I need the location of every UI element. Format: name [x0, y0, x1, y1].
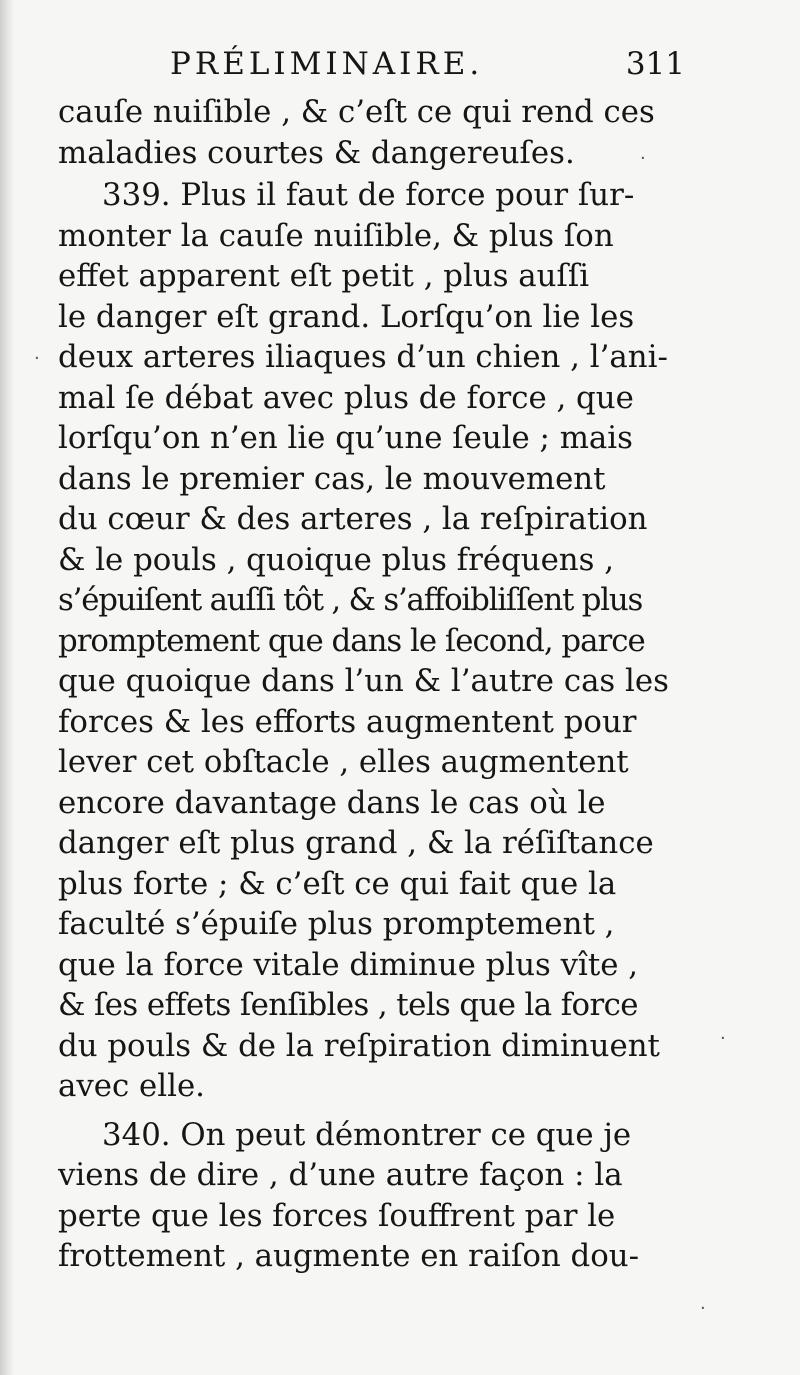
text-line: monter la cauſe nuiſible, & plus ſon: [58, 217, 614, 254]
text-line: cauſe nuiſible , & c’eſt ce qui rend ces: [58, 94, 655, 130]
page-number: 311: [625, 46, 685, 82]
text-line: du cœur & des arteres , la reſpiration: [58, 501, 648, 537]
text-line: du pouls & de la reſpiration diminuent: [58, 1027, 660, 1064]
text-line: faculté s’épuiſe plus promptement ,: [58, 906, 615, 942]
text-line: perte que les forces ſouffrent par le: [58, 1197, 616, 1234]
text-line: maladies courtes & dangereuſes.: [58, 134, 575, 171]
text-line: frottement , augmente en raiſon dou-: [58, 1238, 640, 1274]
text-line: effet apparent eſt petit , plus auſſi: [58, 258, 590, 294]
paper-speck: ·: [640, 148, 646, 169]
page-header: [170, 44, 685, 90]
text-line: que quoique dans l’un & l’autre cas les: [58, 663, 669, 699]
paper-speck: ·: [700, 1298, 706, 1319]
text-line: 339. Plus il faut de force pour ſur-: [102, 177, 635, 213]
paper-speck: ·: [34, 348, 40, 369]
text-line: plus forte ; & c’eſt ce qui fait que la: [58, 865, 617, 902]
text-line: danger eſt plus grand , & la réſiſtance: [58, 825, 654, 861]
text-line: dans le premier cas, le mouvement: [58, 460, 606, 497]
text-line: lorſqu’on n’en lie qu’une ſeule ; mais: [58, 420, 633, 456]
text-line: 340. On peut démontrer ce que je: [102, 1116, 632, 1153]
text-line: s’épuiſent auſſi tôt , & s’affoibliſſent plus: [58, 582, 643, 618]
text-line: le danger eſt grand. Lorſqu’on lie les: [58, 298, 635, 335]
text-line: lever cet obſtacle , elles augmentent: [58, 744, 629, 780]
text-line: deux arteres iliaques d’un chien , l’ani-: [58, 339, 668, 375]
text-line: forces & les efforts augmentent pour: [58, 703, 637, 740]
text-line: mal ſe débat avec plus de force , que: [58, 379, 634, 416]
text-line: & le pouls , quoique plus fréquens ,: [58, 541, 615, 578]
body-text: [58, 92, 682, 1277]
running-title: PRÉLIMINAIRE.: [170, 46, 484, 82]
text-line: promptement que dans le ſecond, parce: [58, 622, 645, 659]
paper-speck: ·: [720, 1028, 726, 1049]
text-line: encore davantage dans le cas où le: [58, 784, 606, 821]
page-edge-shadow: [0, 0, 14, 1375]
text-line: viens de dire , d’une autre façon : la: [58, 1157, 623, 1193]
text-line: & ſes effets ſenſibles , tels que la force: [58, 987, 638, 1023]
text-line: avec elle.: [58, 1068, 205, 1104]
text-line: que la force vitale diminue plus vîte ,: [58, 946, 639, 983]
